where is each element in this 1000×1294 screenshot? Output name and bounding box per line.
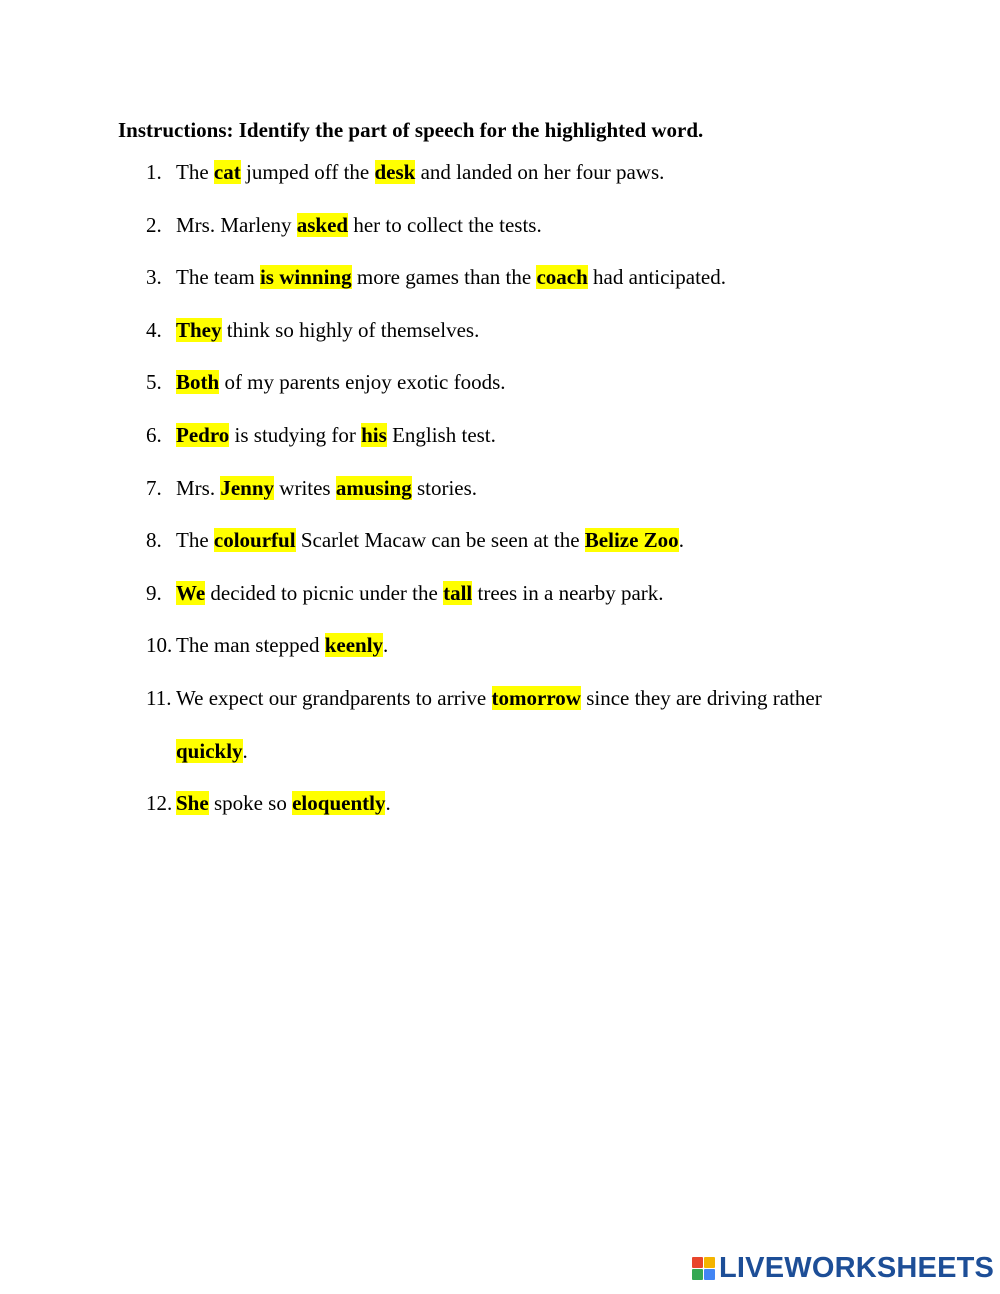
item-text-segment: her to collect the tests. <box>348 212 542 237</box>
item-text <box>176 159 664 185</box>
item-text-segment: had anticipated. <box>587 265 726 290</box>
highlighted-word: eloquently <box>292 791 386 816</box>
item-text-segment: Mrs. <box>176 475 221 500</box>
item-text-segment: . <box>385 791 391 816</box>
item-text-segment: of my parents enjoy exotic foods. <box>219 370 506 395</box>
highlighted-word: cat <box>213 160 241 184</box>
item-text <box>176 317 479 343</box>
item-text-segment: . <box>242 738 248 763</box>
logo-mark-square <box>704 1269 715 1280</box>
highlighted-word: quickly <box>176 738 243 763</box>
item-number: 12. <box>146 791 173 816</box>
item-text-segment: The <box>176 528 214 553</box>
item-text-segment: The team <box>176 265 260 290</box>
liveworksheets-logo <box>692 1252 994 1285</box>
logo-mark-square <box>692 1257 703 1268</box>
item-text <box>176 475 477 501</box>
highlighted-word: desk <box>374 160 416 184</box>
item-text <box>176 580 664 606</box>
item-text-segment: is studying for <box>229 423 362 447</box>
logo-mark-square <box>692 1269 703 1280</box>
logo-wordmark: LIVEWORKSHEETS <box>719 1252 995 1284</box>
item-text-segment: The man stepped <box>176 633 325 658</box>
item-text-segment: . <box>383 633 389 658</box>
item-text-segment: We expect our grandparents to arrive <box>176 686 492 710</box>
item-text-segment: jumped off the <box>240 160 375 184</box>
item-text <box>176 212 542 238</box>
item-number: 4. <box>146 317 162 342</box>
highlighted-word: She <box>176 791 209 816</box>
item-text-segment: trees in a nearby park. <box>472 580 664 605</box>
highlighted-word: colourful <box>213 528 296 553</box>
item-number: 7. <box>146 475 162 500</box>
item-text <box>176 422 496 448</box>
item-number: 2. <box>146 212 162 237</box>
highlighted-word: tomorrow <box>491 686 581 710</box>
item-text-segment: . <box>678 528 684 553</box>
highlighted-word: Pedro <box>176 423 230 447</box>
highlighted-word: We <box>176 580 206 605</box>
item-text-segment: writes <box>274 475 336 500</box>
item-text-segment: stories. <box>411 475 478 500</box>
item-text <box>176 527 684 553</box>
item-number: 9. <box>146 580 162 605</box>
highlighted-word: keenly <box>324 633 384 658</box>
item-text-segment: and landed on her four paws. <box>415 160 665 184</box>
highlighted-word: Belize Zoo <box>584 528 679 553</box>
highlighted-word: They <box>176 317 222 342</box>
item-number: 10. <box>146 633 173 658</box>
item-text <box>176 264 726 290</box>
item-text-segment: think so highly of themselves. <box>221 317 480 342</box>
item-text-segment: since they are driving rather <box>580 686 822 710</box>
item-text-segment: Scarlet Macaw can be seen at the <box>295 528 585 553</box>
item-text-segment: more games than the <box>351 265 537 290</box>
item-text-segment: spoke so <box>208 791 293 816</box>
instructions-heading: Instructions: Identify the part of speech for the highlighted word. <box>118 118 704 142</box>
logo-mark-square <box>704 1257 715 1268</box>
item-text <box>176 632 388 658</box>
item-number: 5. <box>146 370 162 395</box>
highlighted-word: coach <box>536 265 588 290</box>
item-text-segment: decided to picnic under the <box>205 580 444 605</box>
highlighted-word: Both <box>176 370 220 395</box>
highlighted-word: is winning <box>259 265 352 290</box>
item-text-segment: English test. <box>386 423 496 447</box>
item-text <box>176 738 248 764</box>
item-text <box>176 685 822 711</box>
logo-mark-icon <box>692 1257 715 1280</box>
item-text-segment: Mrs. Marleny <box>176 212 297 237</box>
item-number: 8. <box>146 528 162 553</box>
item-number: 3. <box>146 265 162 290</box>
item-number: 11. <box>146 686 172 710</box>
highlighted-word: Jenny <box>220 475 275 500</box>
highlighted-word: his <box>361 423 387 447</box>
item-text <box>176 369 506 395</box>
highlighted-word: asked <box>296 212 349 237</box>
item-text <box>176 790 391 816</box>
highlighted-word: tall <box>443 580 473 605</box>
item-text-segment: The <box>176 160 214 184</box>
highlighted-word: amusing <box>335 475 412 500</box>
item-number: 1. <box>146 160 162 184</box>
item-number: 6. <box>146 423 162 447</box>
